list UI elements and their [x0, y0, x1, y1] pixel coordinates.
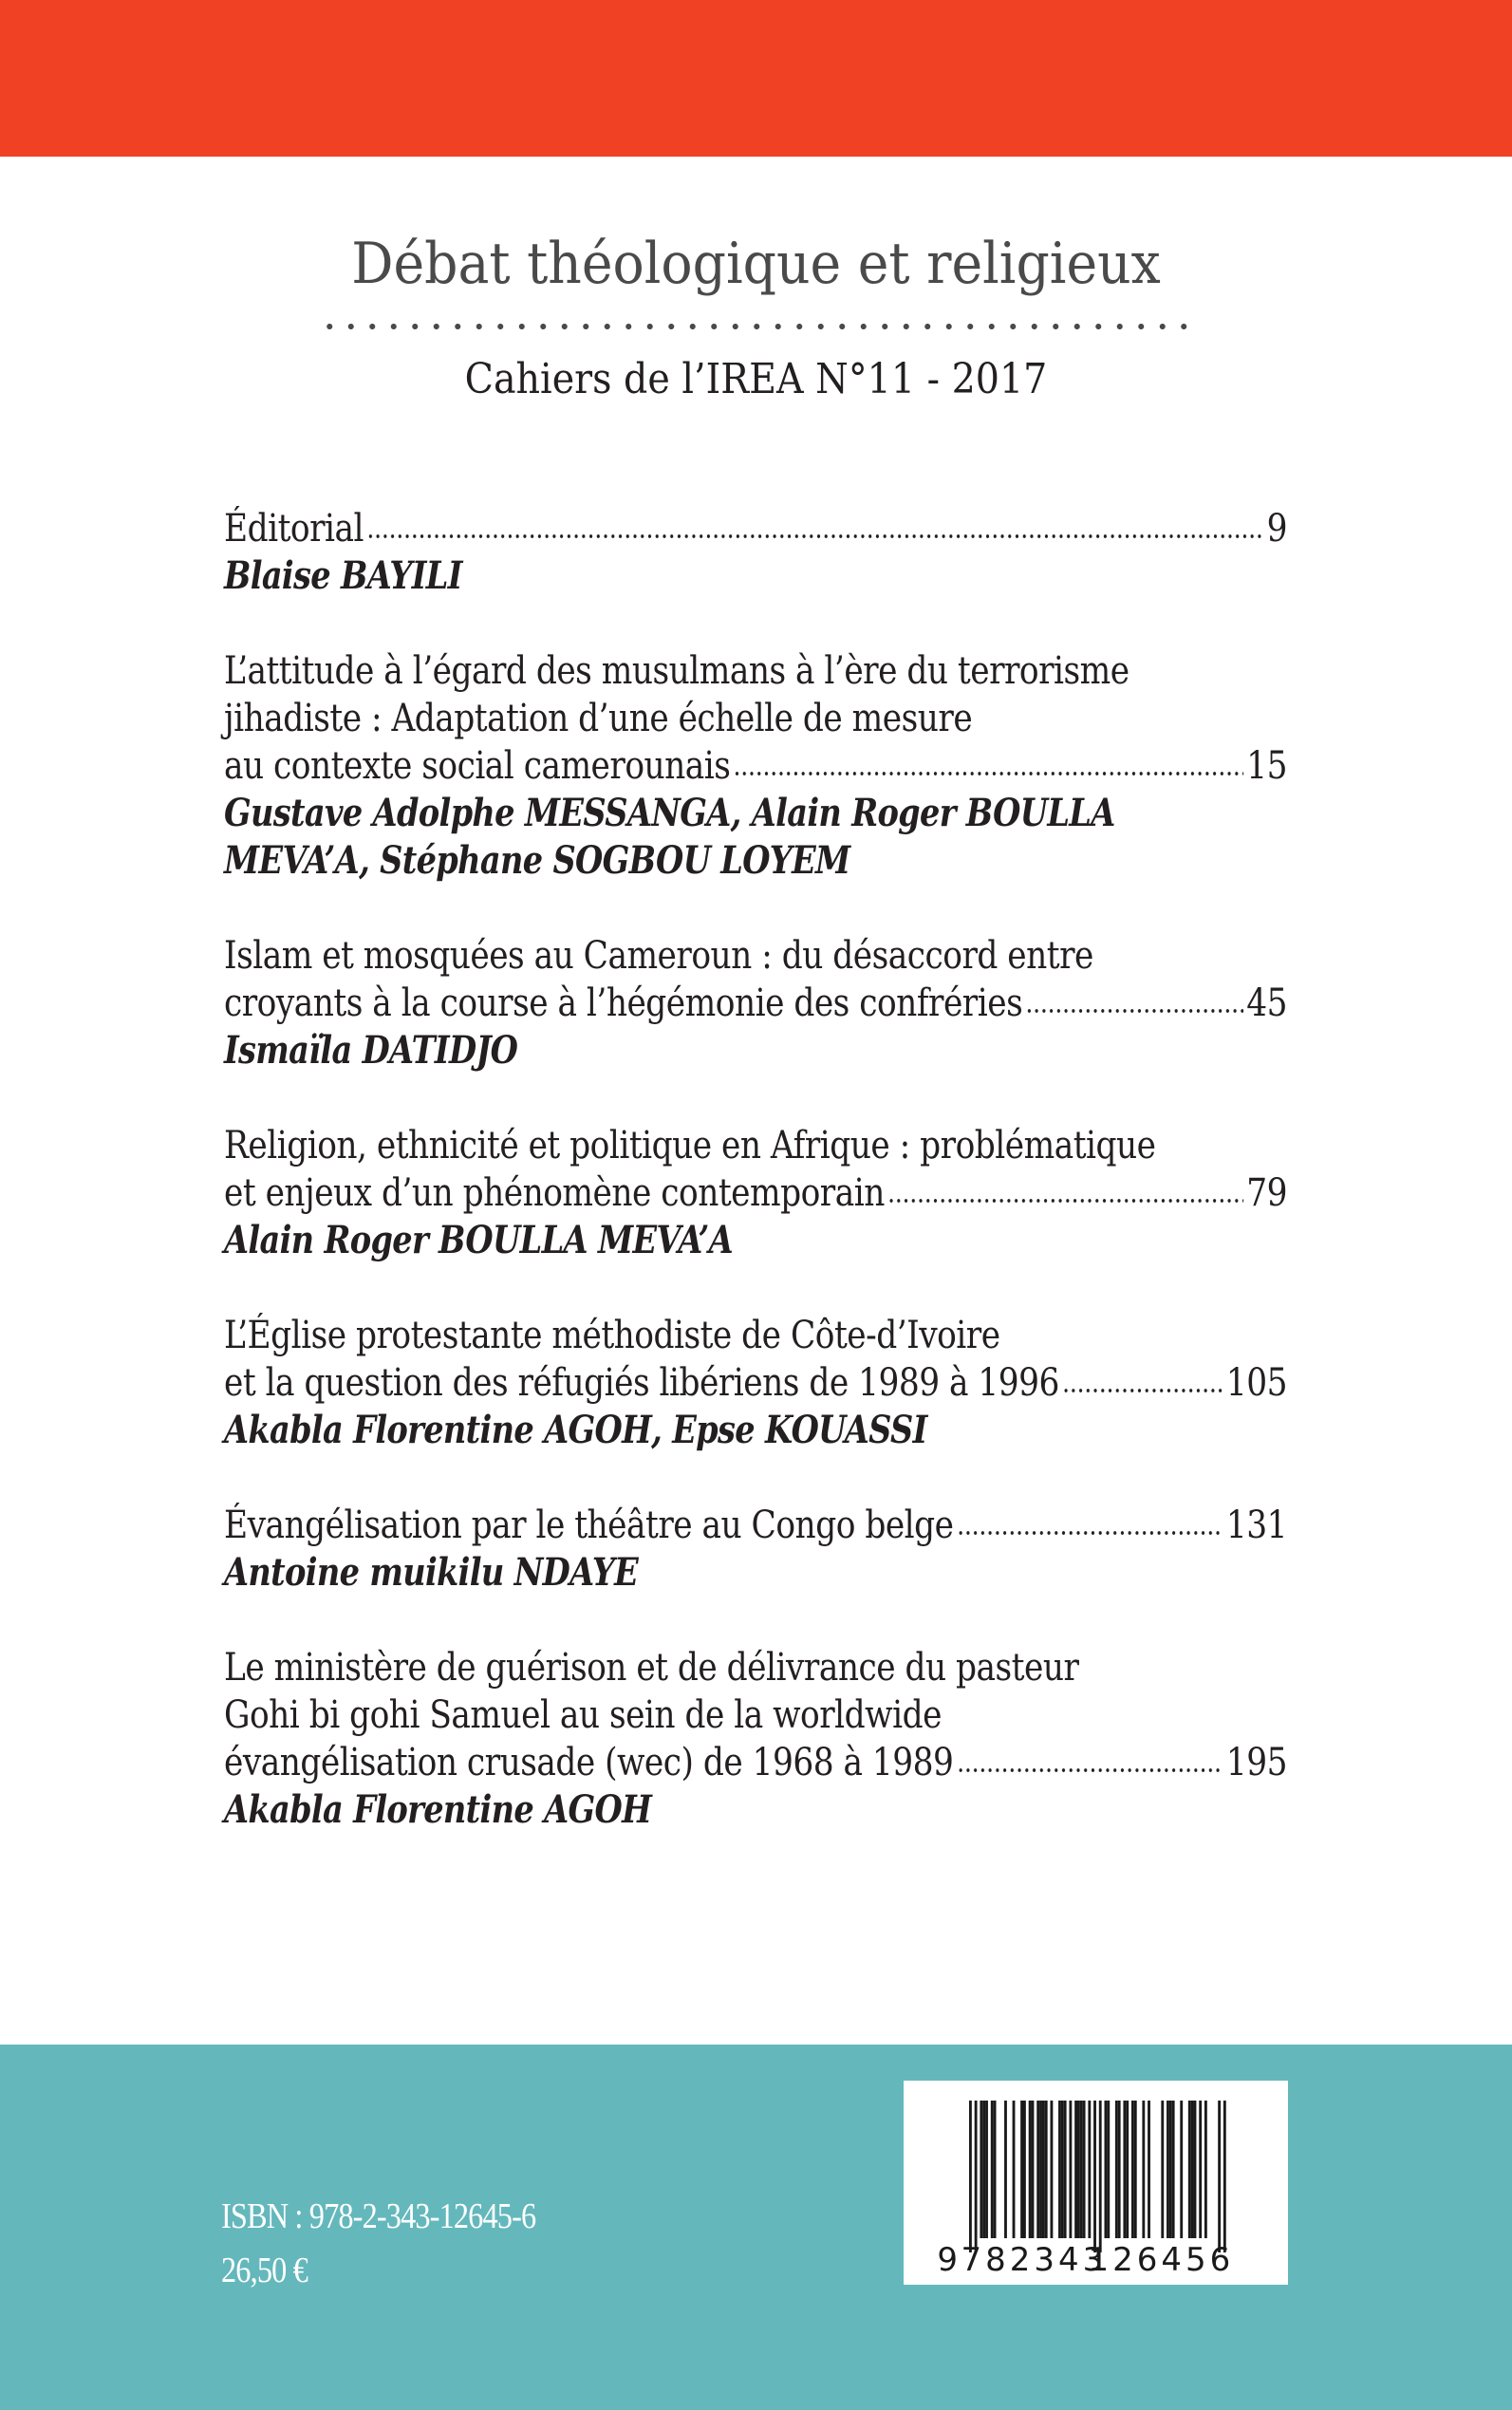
barcode-bar [1161, 2101, 1164, 2238]
barcode-bar [1051, 2101, 1054, 2238]
barcode-digits: 782343 [961, 2241, 1108, 2279]
barcode [904, 2081, 1288, 2285]
toc-title-line [224, 1122, 1287, 1169]
barcode-bar [1223, 2101, 1226, 2252]
toc-entry [224, 1502, 1287, 1597]
toc-title-line [224, 647, 1287, 695]
toc-title-text: L’Église protestante méthodiste de Côte-d’Ivoire [224, 1314, 1000, 1357]
barcode-bar [1115, 2101, 1118, 2238]
toc-entry [224, 1312, 1287, 1454]
barcode-bar [1107, 2101, 1110, 2238]
barcode-bar [1126, 2101, 1129, 2238]
barcode-bar [1074, 2101, 1077, 2238]
barcode-bar [1118, 2101, 1121, 2238]
barcode-bar [1042, 2101, 1045, 2238]
barcode-bar [1045, 2101, 1048, 2238]
barcode-bar [1105, 2101, 1108, 2238]
barcode-bar [1194, 2101, 1197, 2238]
toc-title-text: et enjeux d’un phénomène contemporain [224, 1171, 885, 1215]
barcode-bar [1134, 2101, 1137, 2238]
dot-leader [734, 769, 1243, 778]
barcode-bar [1032, 2101, 1035, 2238]
barcode-bar [1039, 2101, 1042, 2238]
toc-title-line [224, 1691, 1287, 1739]
toc-page-number: 131 [1225, 1504, 1287, 1547]
dot-leader [957, 1765, 1223, 1775]
barcode-bar [1180, 2101, 1183, 2238]
toc-title-text: Éditorial [224, 507, 364, 551]
toc-title-line [224, 1169, 1287, 1217]
dotted-divider [319, 322, 1194, 331]
price-text: 26,50 € [221, 2251, 308, 2290]
toc-title-text: Le ministère de guérison et de délivrance du pasteur [224, 1646, 1079, 1690]
series-title: Débat théologique et religieux [351, 231, 1161, 297]
barcode-bar [1020, 2101, 1023, 2238]
toc-title-line [224, 980, 1287, 1027]
barcode-digits: 126456 [1088, 2241, 1235, 2279]
barcode-bar [982, 2101, 985, 2238]
dot-leader [1062, 1386, 1223, 1395]
barcode-bar [1131, 2101, 1134, 2238]
toc-title-line [224, 1644, 1287, 1691]
barcode-bar [1058, 2101, 1061, 2238]
toc-author: Antoine muikilu NDAYE [224, 1550, 639, 1595]
barcode-bar [1218, 2101, 1221, 2252]
toc-entry [224, 932, 1287, 1074]
barcode-digits: 9 [937, 2241, 961, 2279]
barcode-bar [1004, 2101, 1007, 2238]
dot-leader [887, 1196, 1243, 1205]
toc-title-text: au contexte social camerounais [224, 744, 731, 788]
toc-title-text: évangélisation crusade (wec) de 1968 à 1989 [224, 1741, 954, 1784]
toc-page-number: 195 [1225, 1741, 1287, 1784]
barcode-bar [1148, 2101, 1150, 2238]
barcode-graphic [904, 2081, 1288, 2285]
barcode-bar [1069, 2101, 1072, 2238]
barcode-bar [1064, 2101, 1067, 2238]
barcode-bar [1191, 2101, 1194, 2238]
issue-subtitle: Cahiers de l’IREA N°11 - 2017 [464, 355, 1048, 403]
toc-title-line [224, 1312, 1287, 1359]
toc-title-text: Gohi bi gohi Samuel au sein de la worldwide [224, 1693, 942, 1737]
toc-page-number: 79 [1246, 1171, 1287, 1215]
toc-title-text: Évangélisation par le théâtre au Congo belge [224, 1504, 954, 1547]
barcode-bar [1013, 2101, 1016, 2238]
toc-entry [224, 1122, 1287, 1264]
toc-title-line [224, 505, 1287, 552]
toc-title-line [224, 1739, 1287, 1786]
toc-author: Alain Roger BOULLA MEVA’A [224, 1218, 734, 1262]
toc-author: MEVA’A, Stéphane SOGBOU LOYEM [224, 838, 850, 883]
barcode-bar [985, 2101, 988, 2238]
toc-entry [224, 647, 1287, 885]
toc-title-line [224, 695, 1287, 742]
barcode-bar [1023, 2101, 1026, 2238]
barcode-bar [1093, 2101, 1096, 2252]
barcode-bar [1099, 2101, 1102, 2252]
toc-title-text: et la question des réfugiés libériens de 1989 à 1996 [224, 1361, 1059, 1405]
dot-leader [366, 532, 1263, 541]
toc-author: Akabla Florentine AGOH, Epse KOUASSI [224, 1408, 927, 1452]
toc-page-number: 105 [1225, 1361, 1287, 1405]
barcode-bar [1199, 2101, 1202, 2238]
barcode-bar [1080, 2101, 1083, 2238]
barcode-bar [1036, 2101, 1039, 2238]
toc-title-line [224, 932, 1287, 980]
barcode-bar [994, 2101, 997, 2238]
barcode-bar [1188, 2101, 1191, 2238]
toc-author: Gustave Adolphe MESSANGA, Alain Roger BOULLA [224, 791, 1115, 835]
toc-title-text: L’attitude à l’égard des musulmans à l’ère du terrorisme [224, 649, 1129, 693]
toc-entry [224, 505, 1287, 600]
barcode-bar [1088, 2101, 1091, 2238]
toc-page-number: 45 [1246, 981, 1287, 1025]
barcode-bar [1061, 2101, 1064, 2238]
barcode-bar [1172, 2101, 1175, 2238]
toc-title-line [224, 1502, 1287, 1549]
barcode-bar [1142, 2101, 1145, 2238]
top-color-band [0, 0, 1512, 157]
toc-author: Akabla Florentine AGOH [224, 1787, 652, 1832]
barcode-bar [975, 2101, 978, 2252]
barcode-bar [1077, 2101, 1080, 2238]
barcode-bar [969, 2101, 972, 2252]
dot-leader [1026, 1006, 1243, 1016]
barcode-bar [1204, 2101, 1207, 2238]
toc-title-line [224, 1359, 1287, 1407]
dot-leader [957, 1528, 1223, 1538]
toc-author: Ismaïla DATIDJO [224, 1028, 518, 1073]
barcode-bar [1169, 2101, 1172, 2238]
barcode-bar [991, 2101, 994, 2238]
toc-title-text: Religion, ethnicité et politique en Afrique : problématique [224, 1124, 1156, 1168]
barcode-bar [1029, 2101, 1032, 2238]
toc-title-text: Islam et mosquées au Cameroun : du désaccord entre [224, 934, 1093, 978]
barcode-bar [980, 2101, 982, 2238]
barcode-bar [1123, 2101, 1126, 2238]
toc-title-text: croyants à la course à l’hégémonie des confréries [224, 981, 1023, 1025]
toc-page-number: 15 [1246, 744, 1287, 788]
toc-title-text: jihadiste : Adaptation d’une échelle de mesure [224, 697, 973, 740]
toc-entry [224, 1644, 1287, 1834]
toc-title-line [224, 742, 1287, 790]
barcode-bar [1167, 2101, 1169, 2238]
barcode-bar [1083, 2101, 1086, 2238]
toc-page-number: 9 [1266, 507, 1287, 551]
isbn-text: ISBN : 978-2-343-12645-6 [221, 2196, 536, 2236]
toc-author: Blaise BAYILI [224, 553, 462, 598]
table-of-contents [224, 505, 1287, 1881]
